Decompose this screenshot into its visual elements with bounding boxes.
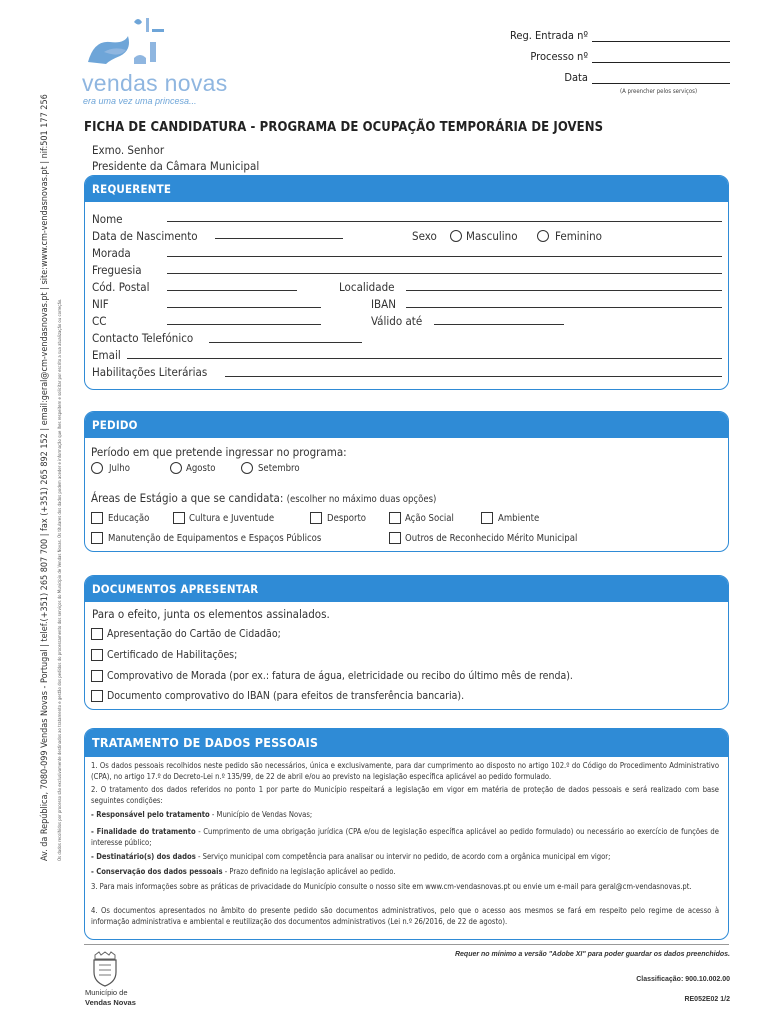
julho-label: Julho bbox=[109, 463, 130, 474]
iban-label: IBAN bbox=[371, 297, 396, 311]
addressee-line2: Presidente da Câmara Municipal bbox=[92, 159, 260, 173]
form-ref: RE052E02 1/2 bbox=[684, 996, 730, 1003]
dados-fin bbox=[91, 827, 719, 848]
doc-cartao-label: Apresentação do Cartão de Cidadão; bbox=[107, 628, 281, 640]
sexo-label: Sexo bbox=[412, 229, 437, 243]
dados-resp-text: - Município de Vendas Novas; bbox=[209, 810, 313, 819]
nome-input[interactable] bbox=[167, 221, 722, 222]
cod-postal-input[interactable] bbox=[167, 290, 297, 291]
cod-postal-label: Cód. Postal bbox=[92, 280, 150, 294]
doc-morada-label: Comprovativo de Morada (por ex.: fatura de água, eletricidade ou recibo do último mês de renda). bbox=[107, 670, 573, 682]
logo-tagline: era uma vez uma princesa... bbox=[83, 96, 197, 106]
footer-note: Requer no mínimo a versão "Adobe XI" para poder guardar os dados preenchidos. bbox=[454, 951, 730, 958]
morada-label: Morada bbox=[92, 246, 131, 260]
setembro-label: Setembro bbox=[258, 463, 300, 474]
habilitacoes-label: Habilitações Literárias bbox=[92, 365, 208, 379]
form-title: FICHA DE CANDIDATURA - PROGRAMA DE OCUPAÇÃO TEMPORÁRIA DE JOVENS bbox=[84, 120, 604, 135]
freguesia-input[interactable] bbox=[167, 273, 722, 274]
data-nascimento-label: Data de Nascimento bbox=[92, 229, 198, 243]
julho-radio[interactable] bbox=[91, 462, 103, 474]
desporto-label: Desporto bbox=[327, 513, 367, 524]
vendas-novas-logo-icon bbox=[84, 14, 168, 68]
educacao-label: Educação bbox=[108, 513, 150, 524]
iban-input[interactable] bbox=[406, 307, 722, 308]
doc-morada-checkbox[interactable] bbox=[91, 670, 103, 682]
cultura-checkbox[interactable] bbox=[173, 512, 185, 524]
reg-entrada-field[interactable] bbox=[510, 29, 730, 42]
addressee bbox=[92, 142, 259, 174]
cc-label: CC bbox=[92, 314, 107, 328]
dados-fin-label: - Finalidade do tratamento bbox=[91, 827, 196, 836]
feminino-radio[interactable] bbox=[537, 230, 549, 242]
data-label: Data bbox=[564, 71, 588, 84]
processo-label: Processo nº bbox=[530, 50, 588, 63]
contacto-input[interactable] bbox=[209, 342, 362, 343]
feminino-label: Feminino bbox=[555, 229, 602, 243]
manutencao-checkbox[interactable] bbox=[91, 532, 103, 544]
doc-habilitacoes-label: Certificado de Habilitações; bbox=[107, 649, 238, 661]
localidade-input[interactable] bbox=[406, 290, 722, 291]
setembro-radio[interactable] bbox=[241, 462, 253, 474]
logo-text: vendas novas bbox=[82, 70, 228, 96]
dados-p1: 1. Os dados pessoais recolhidos neste pedido são necessários, única e exclusivamente, para dar cumprimento ao disposto no artigo 102.º do Código do Procedimento Administrativo (CPA), no artigo 17.º do Decreto-Lei n.º 135/99, de 22 de abril e/ou ao previsto na legislação específica aplicável ao pedido formulado. bbox=[91, 761, 719, 781]
pedido-section bbox=[84, 411, 729, 552]
nome-label: Nome bbox=[92, 212, 123, 226]
email-label: Email bbox=[92, 348, 121, 362]
agosto-radio[interactable] bbox=[170, 462, 182, 474]
reg-entrada-label: Reg. Entrada nº bbox=[510, 29, 588, 42]
dados-fin-text: - Cumprimento de uma obrigação jurídica (CPA e/ou de legislação específica aplicável ao pedido formulado) ou necessário ao exercício de funções de interesse público; bbox=[91, 827, 719, 847]
data-field[interactable] bbox=[564, 71, 730, 84]
localidade-label: Localidade bbox=[339, 280, 395, 294]
pedido-header: PEDIDO bbox=[85, 412, 728, 438]
municipal-crest-icon bbox=[90, 951, 120, 987]
manutencao-label: Manutenção de Equipamentos e Espaços Públicos bbox=[108, 533, 322, 544]
dados-dest-text: - Serviço municipal com competência para analisar ou intervir no pedido, de acordo com a orgânica municipal em vigor; bbox=[195, 852, 611, 861]
side-address: Av. da República, 7080-099 Vendas Novas - Portugal | telef.(+351) 265 807 700 | fax (+351) 265 892 152 | email:geral@cm-vendasnovas.pt | site:www.cm-vendasnovas.pt | nif:501 177 256 bbox=[40, 94, 50, 861]
registry-note: (A preencher pelos serviços) bbox=[620, 88, 698, 95]
contacto-label: Contacto Telefónico bbox=[92, 331, 194, 345]
areas-text: Áreas de Estágio a que se candidata: bbox=[91, 491, 284, 505]
dados-cons-text: - Prazo definido na legislação aplicável ao pedido. bbox=[222, 867, 396, 876]
areas-note: (escolher no máximo duas opções) bbox=[286, 494, 437, 505]
ambiente-label: Ambiente bbox=[498, 513, 540, 524]
morada-input[interactable] bbox=[167, 256, 722, 257]
dados-header: TRATAMENTO DE DADOS PESSOAIS bbox=[85, 729, 728, 757]
dados-resp bbox=[91, 810, 719, 821]
municipio-line1: Município de bbox=[85, 988, 128, 997]
dados-p4: 4. Os documentos apresentados no âmbito do presente pedido são documentos administrativos, pelo que o acesso aos mesmos se fará em respeito pelo regime de acesso à informação administrativa e ambiental e reutilização dos documentos administrativos (Lei n.º 26/2016, de 22 de agosto). bbox=[91, 906, 719, 926]
dados-cons-label: - Conservação dos dados pessoais bbox=[91, 867, 223, 876]
nif-label: NIF bbox=[92, 297, 109, 311]
classificacao: Classificação: 900.10.002.00 bbox=[636, 976, 730, 983]
municipio-line2: Vendas Novas bbox=[85, 997, 136, 1007]
doc-iban-checkbox[interactable] bbox=[91, 690, 103, 702]
masculino-label: Masculino bbox=[466, 229, 518, 243]
documentos-intro: Para o efeito, junta os elementos assinalados. bbox=[92, 607, 330, 621]
doc-habilitacoes-checkbox[interactable] bbox=[91, 649, 103, 661]
outros-label: Outros de Reconhecido Mérito Municipal bbox=[405, 533, 578, 544]
nif-input[interactable] bbox=[167, 307, 321, 308]
documentos-section bbox=[84, 575, 729, 710]
valido-ate-input[interactable] bbox=[434, 324, 564, 325]
addressee-line1: Exmo. Senhor bbox=[92, 143, 165, 157]
desporto-checkbox[interactable] bbox=[310, 512, 322, 524]
doc-iban-label: Documento comprovativo do IBAN (para efeitos de transferência bancaria). bbox=[107, 690, 465, 702]
doc-cartao-checkbox[interactable] bbox=[91, 628, 103, 640]
data-nascimento-input[interactable] bbox=[215, 238, 343, 239]
freguesia-label: Freguesia bbox=[92, 263, 142, 277]
requerente-header: REQUERENTE bbox=[85, 176, 728, 202]
dados-dest bbox=[91, 852, 719, 863]
documentos-header: DOCUMENTOS APRESENTAR bbox=[85, 576, 728, 602]
habilitacoes-input[interactable] bbox=[225, 376, 722, 377]
footer-divider bbox=[84, 944, 729, 945]
dados-dest-label: - Destinatário(s) dos dados bbox=[91, 852, 196, 861]
processo-field[interactable] bbox=[530, 50, 730, 63]
areas-label bbox=[91, 491, 436, 505]
side-privacy: Os dados recolhidos por processo são exclusivamente destinados ao tratamento e gestão dos pedidos do processamento dos serviços do Município de Vendas Novas. Os titulares dos dados podem aceder e informação que lhes respeitem e solicitar por escrito a sua atualização ou correção. bbox=[58, 298, 63, 861]
educacao-checkbox[interactable] bbox=[91, 512, 103, 524]
outros-checkbox[interactable] bbox=[389, 532, 401, 544]
valido-ate-label: Válido até bbox=[371, 314, 423, 328]
requerente-section bbox=[84, 175, 729, 390]
dados-cons bbox=[91, 867, 719, 878]
acao-social-label: Ação Social bbox=[405, 513, 454, 524]
cultura-label: Cultura e Juventude bbox=[189, 513, 275, 524]
municipio-label bbox=[85, 988, 136, 1007]
dados-resp-label: - Responsável pelo tratamento bbox=[91, 810, 210, 819]
dados-p3: 3. Para mais informações sobre as práticas de privacidade do Município consulte o nosso site em www.cm-vendasnovas.pt ou envie um e-mail para geral@cm-vendasnovas.pt. bbox=[91, 882, 692, 891]
masculino-radio[interactable] bbox=[450, 230, 462, 242]
agosto-label: Agosto bbox=[186, 463, 216, 474]
dados-p2: 2. O tratamento dos dados referidos no ponto 1 por parte do Município respeitará a legislação em vigor em matéria de proteção de dados pessoais e será realizado com base seguintes condições: bbox=[91, 785, 719, 805]
periodo-label: Período em que pretende ingressar no programa: bbox=[91, 445, 347, 459]
ambiente-checkbox[interactable] bbox=[481, 512, 493, 524]
dados-section bbox=[84, 728, 729, 940]
email-input[interactable] bbox=[127, 358, 722, 359]
acao-social-checkbox[interactable] bbox=[389, 512, 401, 524]
cc-input[interactable] bbox=[167, 324, 321, 325]
